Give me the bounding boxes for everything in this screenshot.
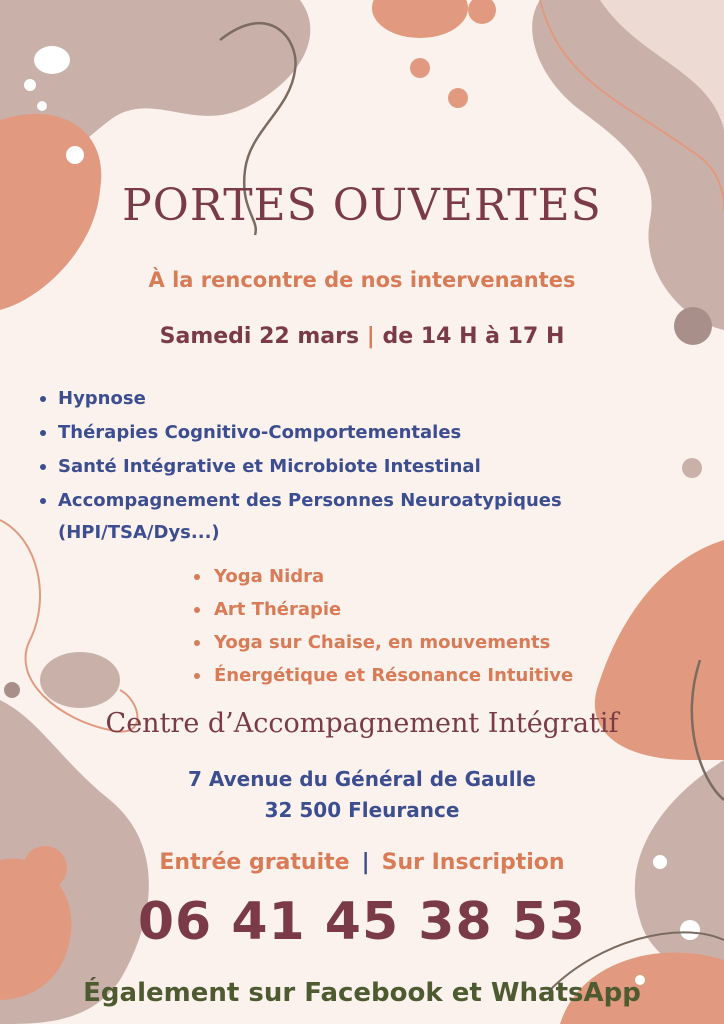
subtitle: À la rencontre de nos intervenantes [148,268,576,292]
date-separator: | [366,324,375,349]
list-item-continuation: (HPI/TSA/Dys...) [58,522,220,543]
event-day: Samedi 22 mars [159,324,360,349]
address [0,764,724,826]
page-title: PORTES OUVERTES [122,180,602,231]
services-list-secondary [192,560,573,692]
center-name: Centre d’Accompagnement Intégratif [105,708,619,739]
list-item: Hypnose [38,382,562,416]
phone-number[interactable]: 06 41 45 38 53 [137,892,587,952]
list-item: Art Thérapie [192,593,573,626]
list-item: Yoga sur Chaise, en mouvements [192,626,573,659]
event-hours: de 14 H à 17 H [382,324,565,349]
entry-registration: Sur Inscription [381,850,565,875]
services-list-primary [38,382,562,548]
social-info: Également sur Facebook et WhatsApp [83,978,641,1008]
entry-separator: | [361,850,370,875]
list-item-text: Accompagnement des Personnes Neuroatypiques [58,490,562,511]
list-item [38,484,562,548]
list-item: Yoga Nidra [192,560,573,593]
entry-info [0,850,724,875]
entry-free: Entrée gratuite [159,850,350,875]
blob-top-center [372,0,468,38]
address-line-2: 32 500 Fleurance [264,798,460,822]
list-item: Santé Intégrative et Microbiote Intestinal [38,450,562,484]
address-line-1: 7 Avenue du Général de Gaulle [188,767,536,791]
list-item: Énergétique et Résonance Intuitive [192,659,573,692]
list-item: Thérapies Cognitivo-Comportementales [38,416,562,450]
event-date [0,324,724,349]
